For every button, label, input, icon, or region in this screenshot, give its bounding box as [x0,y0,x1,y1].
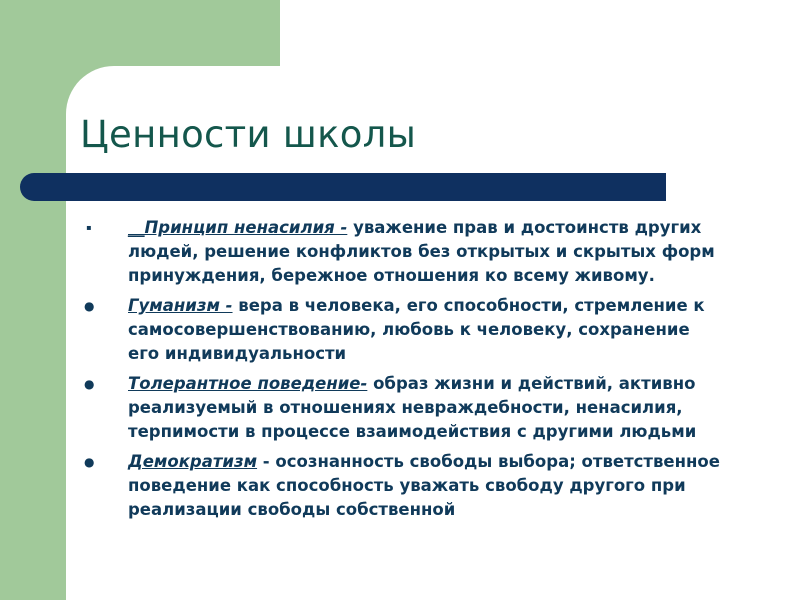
values-list [80,216,720,528]
definition-humanism: вера в человека, его способности, стремление к самосовершенствованию, любовь к человеку, сохранение его индивидуальности [128,296,705,363]
title-divider-bar [20,173,666,201]
definition-tolerance: образ жизни и действий, активно реализуемый в отношениях невраждебности, ненасилия, терпимости в процессе взаимодействия с другими людьми [128,374,697,441]
square-bullet-icon: ▪ [86,223,92,232]
round-bullet-icon: ● [84,299,95,313]
term-nonviolence: __Принцип ненасилия - [128,218,348,237]
definition-democracy: - осознанность свободы выбора; ответственное поведение как способность уважать свободу другого при реализации свободы собственной [128,452,720,519]
list-item-democracy [80,450,720,522]
round-bullet-icon: ● [84,377,95,391]
term-humanism: Гуманизм - [128,296,233,315]
list-item-humanism [80,294,720,366]
term-democracy: Демократизм [128,452,258,471]
round-bullet-icon: ● [84,455,95,469]
definition-nonviolence: уважение прав и достоинств других людей, решение конфликтов без открытых и скрытых форм принуждения, бережное отношения ко всему живому. [128,218,715,285]
term-tolerance: Толерантное поведение- [128,374,368,393]
list-item-nonviolence [80,216,720,288]
slide-title: Ценности школы [80,113,417,156]
list-item-tolerance [80,372,720,444]
